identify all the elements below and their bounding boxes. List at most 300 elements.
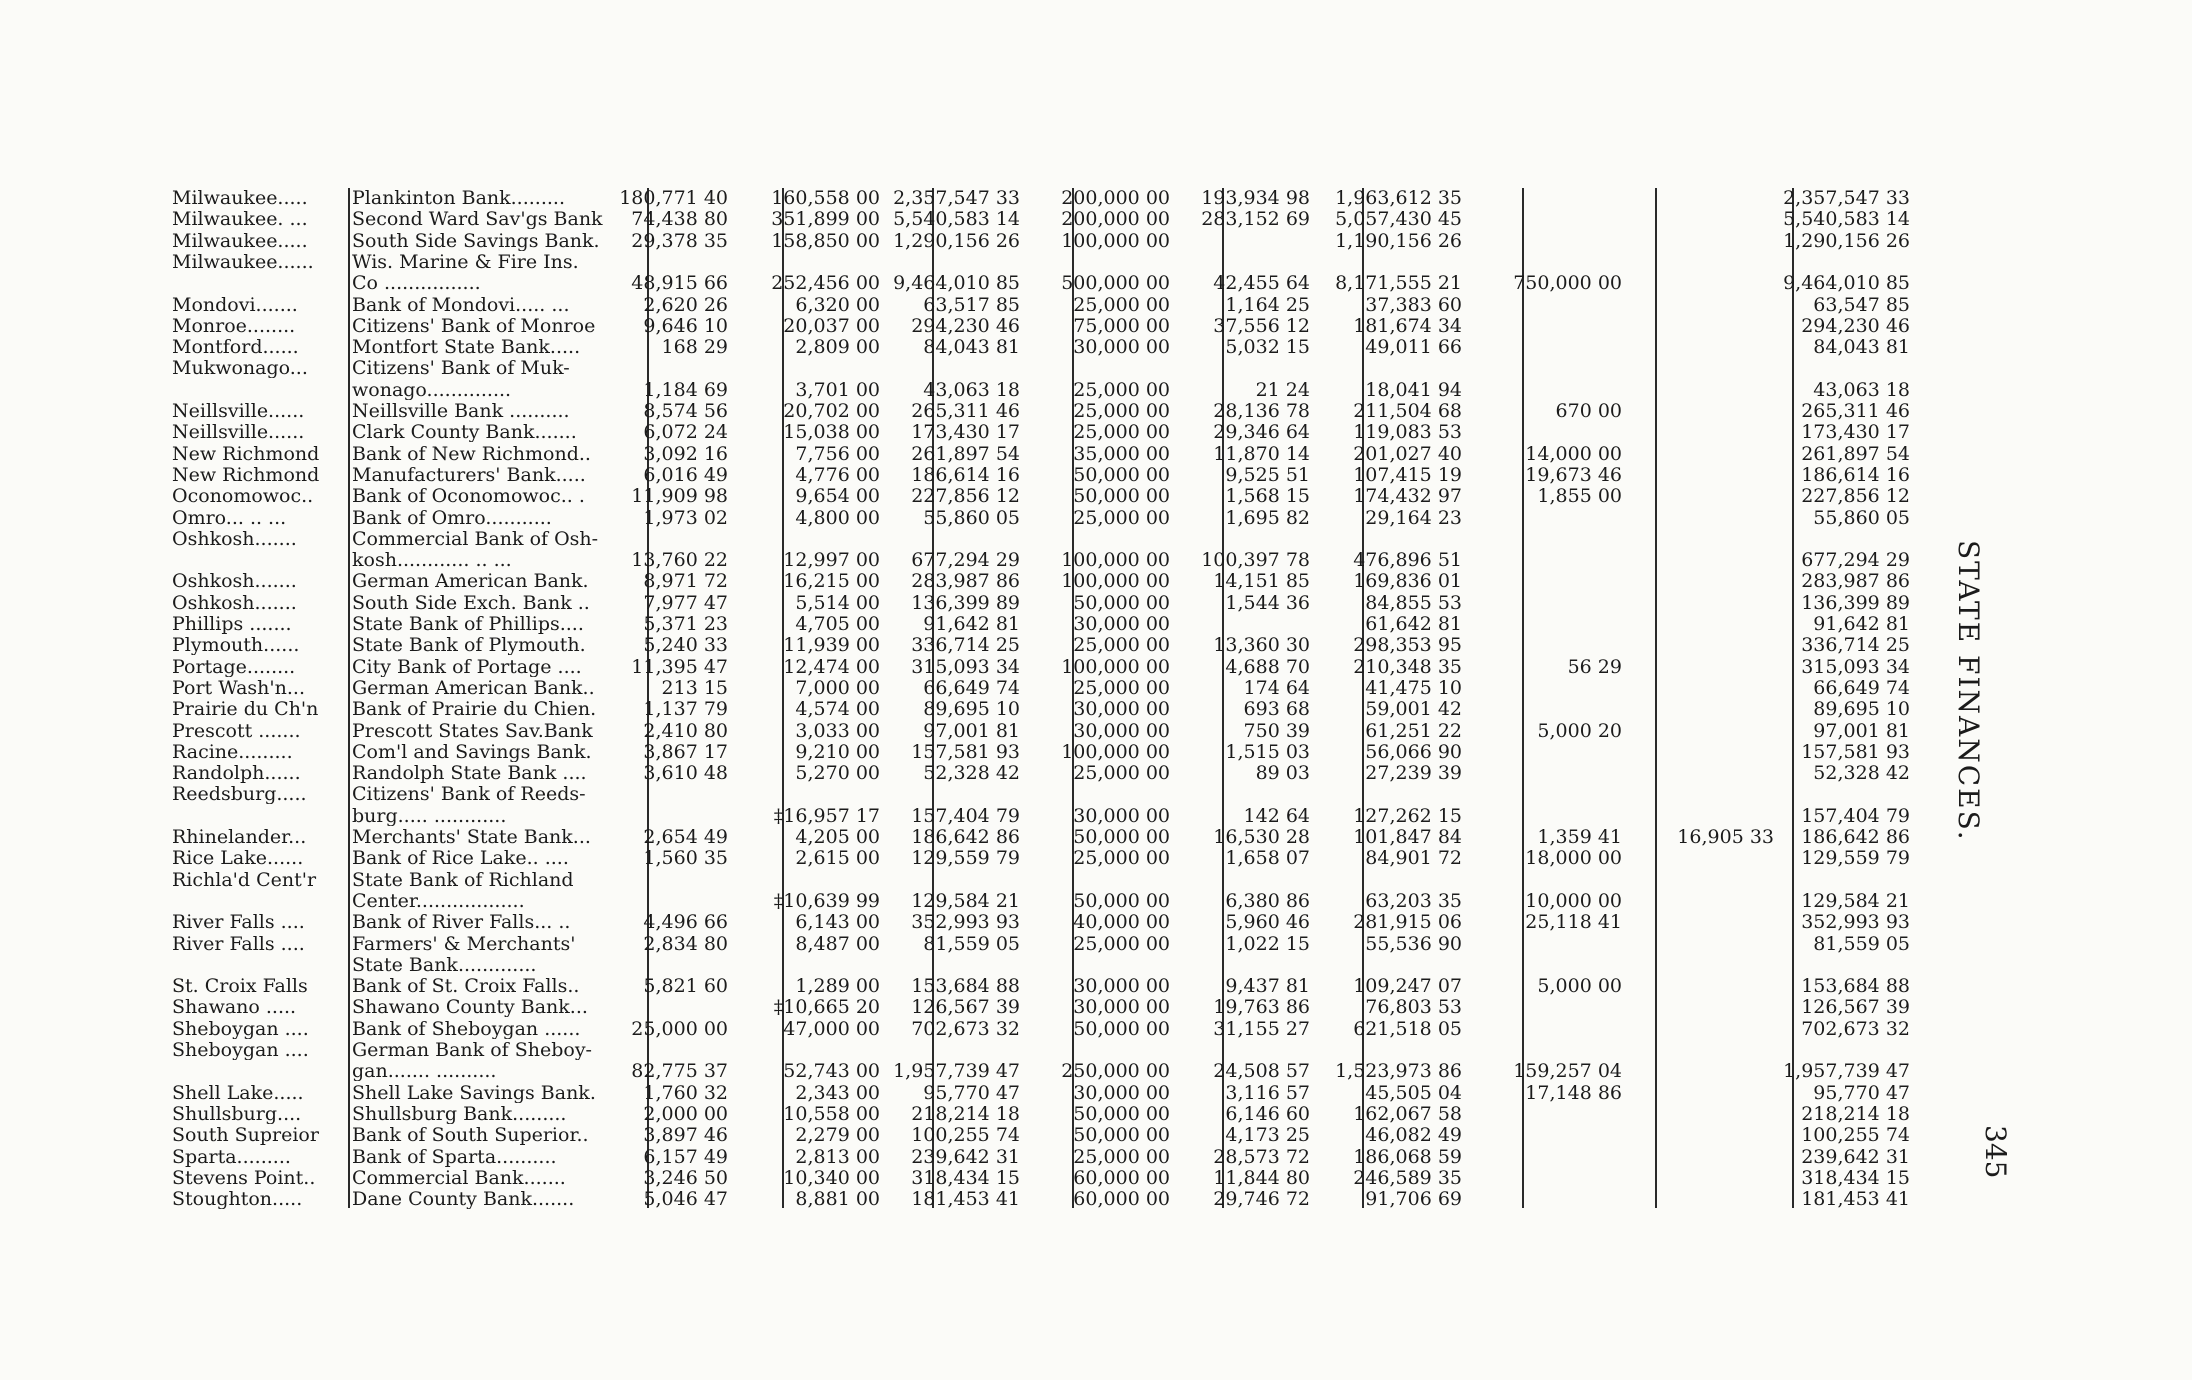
total-cell: 261,897 54 — [1801, 443, 1910, 464]
amount-cell: 500,000 00 — [1061, 273, 1170, 294]
place-name: Shell Lake..... — [172, 1082, 304, 1103]
place-name: Prescott ....... — [172, 720, 301, 741]
amount-cell: 100,397 78 — [1201, 550, 1310, 571]
amount-cell: 2,834 80 — [643, 933, 728, 954]
bank-name: Citizens' Bank of Monroe — [352, 315, 596, 336]
amount-cell: 25,000 00 — [1073, 635, 1170, 656]
amount-cell: 29,378 35 — [631, 230, 728, 251]
bank-name: Commercial Bank....... — [352, 1167, 566, 1188]
amount-cell: 55,860 05 — [923, 507, 1020, 528]
bank-name: State Bank of Plymouth. — [352, 635, 586, 656]
amount-cell: 25,118 41 — [1525, 912, 1622, 933]
total-cell: 157,404 79 — [1801, 805, 1910, 826]
place-name: Neillsville...... — [172, 401, 305, 421]
place-name: Oshkosh....... — [172, 571, 297, 592]
amount-cell: 186,614 16 — [911, 464, 1020, 485]
table-row — [170, 1083, 1910, 1103]
bank-name: Bank of Prairie du Chien. — [352, 699, 597, 720]
table-row — [170, 1125, 1910, 1145]
amount-cell: 693 68 — [1243, 699, 1310, 720]
amount-cell: 100,255 74 — [911, 1125, 1020, 1146]
table-row — [170, 806, 1910, 826]
amount-cell: 50,000 00 — [1073, 464, 1170, 485]
amount-cell: 3,867 17 — [643, 741, 728, 762]
bank-name: Randolph State Bank .... — [352, 763, 587, 784]
amount-cell: 18,041 94 — [1365, 379, 1462, 400]
amount-cell: 59,001 42 — [1365, 699, 1462, 720]
amount-cell: 5,371 23 — [643, 614, 728, 634]
bank-name: Com'l and Savings Bank. — [352, 741, 592, 762]
amount-cell: 201,027 40 — [1353, 443, 1462, 464]
bank-name: Bank of Mondovi..... ... — [352, 294, 570, 315]
place-name: Stevens Point.. — [172, 1167, 316, 1188]
place-name: Rhinelander... — [172, 827, 307, 847]
table-row — [170, 316, 1910, 336]
amount-cell: 4,205 00 — [795, 827, 880, 847]
place-name: New Richmond — [172, 464, 320, 485]
amount-cell: 18,000 00 — [1525, 848, 1622, 869]
amount-cell: 8,881 00 — [795, 1189, 880, 1210]
bank-name: Bank of Sheboygan ...... — [352, 1018, 581, 1039]
amount-cell: 100,000 00 — [1061, 571, 1170, 592]
table-row — [170, 1168, 1910, 1188]
place-name: South Supreior — [172, 1125, 319, 1146]
amount-cell: 100,000 00 — [1061, 230, 1170, 251]
bank-name: kosh............ .. ... — [352, 550, 512, 571]
amount-cell: 142 64 — [1243, 805, 1310, 826]
amount-cell: 100,000 00 — [1061, 656, 1170, 677]
amount-cell: 47,000 00 — [783, 1018, 880, 1039]
amount-cell: 63,517 85 — [923, 294, 1020, 315]
total-cell: 136,399 89 — [1801, 592, 1910, 613]
bank-name: wonago.............. — [352, 379, 512, 400]
place-name: Sparta......... — [172, 1146, 291, 1167]
table-row — [170, 465, 1910, 485]
amount-cell: 702,673 32 — [911, 1018, 1020, 1039]
amount-cell: 351,899 00 — [771, 209, 880, 230]
amount-cell: 158,850 00 — [771, 230, 880, 251]
amount-cell: 91,642 81 — [923, 614, 1020, 634]
amount-cell: 4,496 66 — [643, 912, 728, 933]
place-name: Mukwonago... — [172, 358, 308, 379]
place-name: Mondovi....... — [172, 294, 298, 315]
amount-cell: 4,574 00 — [795, 699, 880, 720]
amount-cell: 129,584 21 — [911, 890, 1020, 911]
total-cell: 5,540,583 14 — [1783, 209, 1910, 230]
amount-cell: 74,438 80 — [631, 209, 728, 230]
total-cell: 186,614 16 — [1801, 464, 1910, 485]
place-name: Phillips ....... — [172, 614, 292, 634]
total-cell: 186,642 86 — [1801, 827, 1910, 847]
amount-cell: 6,016 49 — [643, 464, 728, 485]
total-cell: 181,453 41 — [1801, 1189, 1910, 1210]
place-name: Prairie du Ch'n — [172, 699, 319, 720]
place-name: Portage........ — [172, 656, 296, 677]
amount-cell: 66,649 74 — [923, 677, 1020, 698]
amount-cell: 25,000 00 — [1073, 379, 1170, 400]
amount-cell: 153,684 88 — [911, 976, 1020, 997]
amount-cell: 11,909 98 — [631, 486, 728, 507]
amount-cell: 28,136 78 — [1213, 401, 1310, 421]
total-cell: 283,987 86 — [1801, 571, 1910, 592]
amount-cell: 169,836 01 — [1353, 571, 1462, 592]
place-name: St. Croix Falls — [172, 976, 308, 997]
amount-cell: 50,000 00 — [1073, 592, 1170, 613]
place-name: Rice Lake...... — [172, 848, 304, 869]
amount-cell: 50,000 00 — [1073, 1018, 1170, 1039]
bank-name: Manufacturers' Bank..... — [352, 464, 586, 485]
amount-cell: 160,558 00 — [771, 188, 880, 208]
amount-cell: 12,474 00 — [783, 656, 880, 677]
amount-cell: 81,559 05 — [923, 933, 1020, 954]
amount-cell: 11,844 80 — [1213, 1167, 1310, 1188]
amount-cell: 61,642 81 — [1365, 614, 1462, 634]
amount-cell: 1,164 25 — [1225, 294, 1310, 315]
total-cell: 218,214 18 — [1801, 1103, 1910, 1124]
amount-cell: 29,346 64 — [1213, 422, 1310, 443]
bank-name: City Bank of Portage .... — [352, 656, 582, 677]
amount-cell: 2,809 00 — [795, 337, 880, 358]
table-row — [170, 1019, 1910, 1039]
total-cell: 84,043 81 — [1813, 337, 1910, 358]
amount-cell: 298,353 95 — [1353, 635, 1462, 656]
amount-cell: 5,240 33 — [643, 635, 728, 656]
amount-cell: 10,000 00 — [1525, 890, 1622, 911]
amount-cell: 3,246 50 — [643, 1167, 728, 1188]
amount-cell: ‡10,665 20 — [773, 997, 880, 1018]
bank-name: Prescott States Sav.Bank — [352, 720, 593, 741]
amount-cell: ‡16,957 17 — [773, 805, 880, 826]
amount-cell: 25,000 00 — [1073, 1146, 1170, 1167]
total-cell: 97,001 81 — [1813, 720, 1910, 741]
amount-cell: 2,615 00 — [795, 848, 880, 869]
amount-cell: 213 15 — [661, 677, 728, 698]
amount-cell: 5,821 60 — [643, 976, 728, 997]
amount-cell: 30,000 00 — [1073, 1082, 1170, 1103]
amount-cell: 3,701 00 — [795, 379, 880, 400]
amount-cell: 45,505 04 — [1365, 1082, 1462, 1103]
amount-cell: 5,514 00 — [795, 592, 880, 613]
amount-cell: 84,043 81 — [923, 337, 1020, 358]
page-number: 345 — [1979, 1125, 2012, 1179]
table-row — [170, 827, 1910, 847]
amount-cell: 25,000 00 — [1073, 848, 1170, 869]
place-name: Neillsville...... — [172, 422, 305, 443]
amount-cell: 6,320 00 — [795, 294, 880, 315]
place-name: Shullsburg.... — [172, 1103, 302, 1124]
amount-cell: 42,455 64 — [1213, 273, 1310, 294]
bank-name: Bank of New Richmond.. — [352, 443, 591, 464]
amount-cell: 16,530 28 — [1213, 827, 1310, 847]
amount-cell: 5,057,430 45 — [1335, 209, 1462, 230]
amount-cell: 1,963,612 35 — [1335, 188, 1462, 208]
amount-cell: 670 00 — [1555, 401, 1622, 421]
amount-cell: 4,173 25 — [1225, 1125, 1310, 1146]
amount-cell: 41,475 10 — [1365, 677, 1462, 698]
amount-cell: 19,763 86 — [1213, 997, 1310, 1018]
bank-name: German Bank of Sheboy- — [352, 1040, 592, 1060]
amount-cell: 27,239 39 — [1365, 763, 1462, 784]
amount-cell: 56,066 90 — [1365, 741, 1462, 762]
amount-cell: 227,856 12 — [911, 486, 1020, 507]
amount-cell: 30,000 00 — [1073, 720, 1170, 741]
table-row — [170, 976, 1910, 996]
amount-cell: 1,695 82 — [1225, 507, 1310, 528]
amount-cell: 2,000 00 — [643, 1103, 728, 1124]
bank-name: German American Bank.. — [352, 677, 595, 698]
bank-name: Commercial Bank of Osh- — [352, 528, 599, 549]
total-cell: 95,770 47 — [1813, 1082, 1910, 1103]
table-row — [170, 529, 1910, 549]
amount-cell: 3,116 57 — [1225, 1082, 1310, 1103]
amount-cell: 48,915 66 — [631, 273, 728, 294]
amount-cell: 10,340 00 — [783, 1167, 880, 1188]
amount-cell: 1,658 07 — [1225, 848, 1310, 869]
table-row — [170, 870, 1910, 890]
amount-cell: 8,574 56 — [643, 401, 728, 421]
table-row — [170, 934, 1910, 954]
bank-name: Bank of River Falls... .. — [352, 912, 571, 933]
bank-name: Plankinton Bank......... — [352, 188, 565, 208]
amount-cell: 35,000 00 — [1073, 443, 1170, 464]
amount-cell: 318,434 15 — [911, 1167, 1020, 1188]
amount-cell: 7,977 47 — [643, 592, 728, 613]
amount-cell: 181,453 41 — [911, 1189, 1020, 1210]
total-cell: 352,993 93 — [1801, 912, 1910, 933]
total-cell: 81,559 05 — [1813, 933, 1910, 954]
amount-cell: 107,415 19 — [1353, 464, 1462, 485]
amount-cell: 20,037 00 — [783, 315, 880, 336]
bank-name: South Side Exch. Bank .. — [352, 592, 590, 613]
place-name: Oshkosh....... — [172, 592, 297, 613]
amount-cell: 2,343 00 — [795, 1082, 880, 1103]
amount-cell: 9,210 00 — [795, 741, 880, 762]
amount-cell: 13,760 22 — [631, 550, 728, 571]
amount-cell: 12,997 00 — [783, 550, 880, 571]
place-name: Omro... .. ... — [172, 507, 287, 528]
amount-cell: 1,973 02 — [643, 507, 728, 528]
amount-cell: 16,215 00 — [783, 571, 880, 592]
table-row — [170, 1147, 1910, 1167]
amount-cell: 283,987 86 — [911, 571, 1020, 592]
amount-cell: 4,776 00 — [795, 464, 880, 485]
amount-cell: 76,803 53 — [1365, 997, 1462, 1018]
amount-cell: 28,573 72 — [1213, 1146, 1310, 1167]
running-head: STATE FINANCES. — [1952, 540, 1985, 842]
amount-cell: 25,000 00 — [1073, 763, 1170, 784]
amount-cell: 252,456 00 — [771, 273, 880, 294]
table-row — [170, 784, 1910, 804]
table-row — [170, 422, 1910, 442]
amount-cell: 50,000 00 — [1073, 1103, 1170, 1124]
total-cell: 227,856 12 — [1801, 486, 1910, 507]
amount-cell: 101,847 84 — [1353, 827, 1462, 847]
amount-cell: 6,143 00 — [795, 912, 880, 933]
total-cell: 315,093 34 — [1801, 656, 1910, 677]
table-row — [170, 742, 1910, 762]
amount-cell: 16,905 33 — [1677, 827, 1774, 847]
total-cell: 677,294 29 — [1801, 550, 1910, 571]
amount-cell: 11,870 14 — [1213, 443, 1310, 464]
amount-cell: 6,157 49 — [643, 1146, 728, 1167]
place-name: Racine......... — [172, 741, 293, 762]
amount-cell: 3,092 16 — [643, 443, 728, 464]
amount-cell: 7,000 00 — [795, 677, 880, 698]
bank-name: Wis. Marine & Fire Ins. — [352, 251, 579, 272]
table-row — [170, 912, 1910, 932]
amount-cell: ‡10,639 99 — [773, 890, 880, 911]
amount-cell: 15,038 00 — [783, 422, 880, 443]
bank-name: Bank of Rice Lake.. .... — [352, 848, 569, 869]
table-row — [170, 635, 1910, 655]
amount-cell: 50,000 00 — [1073, 1125, 1170, 1146]
amount-cell: 281,915 06 — [1353, 912, 1462, 933]
amount-cell: 60,000 00 — [1073, 1189, 1170, 1210]
amount-cell: 5,046 47 — [643, 1189, 728, 1210]
bank-name: Bank of Sparta.......... — [352, 1146, 557, 1167]
bank-name: Shullsburg Bank......... — [352, 1103, 567, 1124]
bank-name: gan....... .......... — [352, 1061, 497, 1082]
bank-name: Merchants' State Bank... — [352, 827, 591, 847]
table-row — [170, 657, 1910, 677]
table-row — [170, 337, 1910, 357]
total-cell: 55,860 05 — [1813, 507, 1910, 528]
amount-cell: 5,000 20 — [1537, 720, 1622, 741]
amount-cell: 1,855 00 — [1537, 486, 1622, 507]
bank-name: Bank of St. Croix Falls.. — [352, 976, 580, 997]
total-cell: 157,581 93 — [1801, 741, 1910, 762]
amount-cell: 2,357,547 33 — [893, 188, 1020, 208]
table-row — [170, 891, 1910, 911]
total-cell: 1,957,739 47 — [1783, 1061, 1910, 1082]
amount-cell: 3,033 00 — [795, 720, 880, 741]
amount-cell: 157,581 93 — [911, 741, 1020, 762]
amount-cell: 50,000 00 — [1073, 827, 1170, 847]
total-cell: 2,357,547 33 — [1783, 188, 1910, 208]
total-cell: 1,290,156 26 — [1783, 230, 1910, 251]
amount-cell: 129,559 79 — [911, 848, 1020, 869]
amount-cell: 30,000 00 — [1073, 699, 1170, 720]
amount-cell: 19,673 46 — [1525, 464, 1622, 485]
amount-cell: 30,000 00 — [1073, 997, 1170, 1018]
bank-name: State Bank of Phillips.... — [352, 614, 584, 634]
amount-cell: 1,190,156 26 — [1335, 230, 1462, 251]
amount-cell: 8,971 72 — [643, 571, 728, 592]
bank-name: Dane County Bank....... — [352, 1189, 575, 1210]
amount-cell: 56 29 — [1567, 656, 1622, 677]
amount-cell: 84,855 53 — [1365, 592, 1462, 613]
amount-cell: 5,000 00 — [1537, 976, 1622, 997]
bank-name: Bank of Oconomowoc.. . — [352, 486, 585, 507]
amount-cell: 11,395 47 — [631, 656, 728, 677]
amount-cell: 100,000 00 — [1061, 741, 1170, 762]
amount-cell: 95,770 47 — [923, 1082, 1020, 1103]
table-row — [170, 678, 1910, 698]
amount-cell: 2,620 26 — [643, 294, 728, 315]
amount-cell: 200,000 00 — [1061, 188, 1170, 208]
amount-cell: 1,289 00 — [795, 976, 880, 997]
place-name: Port Wash'n... — [172, 677, 305, 698]
place-name: River Falls .... — [172, 912, 305, 933]
amount-cell: 25,000 00 — [1073, 422, 1170, 443]
amount-cell: 174 64 — [1243, 677, 1310, 698]
table-row — [170, 273, 1910, 293]
amount-cell: 25,000 00 — [1073, 507, 1170, 528]
amount-cell: 14,000 00 — [1525, 443, 1622, 464]
amount-cell: 750 39 — [1243, 720, 1310, 741]
amount-cell: 8,171,555 21 — [1335, 273, 1462, 294]
amount-cell: 265,311 46 — [911, 401, 1020, 421]
table-row — [170, 444, 1910, 464]
place-name: Stoughton..... — [172, 1189, 303, 1210]
amount-cell: 30,000 00 — [1073, 805, 1170, 826]
amount-cell: 4,688 70 — [1225, 656, 1310, 677]
amount-cell: 8,487 00 — [795, 933, 880, 954]
table-row — [170, 1061, 1910, 1081]
bank-name: Second Ward Sav'gs Bank — [352, 209, 603, 230]
amount-cell: 5,032 15 — [1225, 337, 1310, 358]
place-name: Shawano ..... — [172, 997, 297, 1018]
bank-name: Citizens' Bank of Reeds- — [352, 784, 586, 805]
place-name: Montford...... — [172, 337, 299, 358]
amount-cell: 30,000 00 — [1073, 337, 1170, 358]
amount-cell: 294,230 46 — [911, 315, 1020, 336]
amount-cell: 91,706 69 — [1365, 1189, 1462, 1210]
bank-ledger-table — [170, 188, 1910, 1208]
amount-cell: 168 29 — [661, 337, 728, 358]
table-row — [170, 508, 1910, 528]
place-name: Randolph...... — [172, 763, 301, 784]
table-row — [170, 401, 1910, 421]
amount-cell: 2,813 00 — [795, 1146, 880, 1167]
bank-name: Clark County Bank....... — [352, 422, 577, 443]
amount-cell: 159,257 04 — [1513, 1061, 1622, 1082]
amount-cell: 29,164 23 — [1365, 507, 1462, 528]
total-cell: 294,230 46 — [1801, 315, 1910, 336]
amount-cell: 283,152 69 — [1201, 209, 1310, 230]
amount-cell: 97,001 81 — [923, 720, 1020, 741]
bank-name: Bank of Omro........... — [352, 507, 552, 528]
total-cell: 91,642 81 — [1813, 614, 1910, 634]
place-name: Reedsburg..... — [172, 784, 307, 805]
amount-cell: 89 03 — [1255, 763, 1310, 784]
table-row — [170, 209, 1910, 229]
total-cell: 66,649 74 — [1813, 677, 1910, 698]
amount-cell: 3,897 46 — [643, 1125, 728, 1146]
amount-cell: 2,654 49 — [643, 827, 728, 847]
amount-cell: 210,348 35 — [1353, 656, 1462, 677]
amount-cell: 49,011 66 — [1365, 337, 1462, 358]
table-row — [170, 486, 1910, 506]
bank-name: Bank of South Superior.. — [352, 1125, 589, 1146]
amount-cell: 43,063 18 — [923, 379, 1020, 400]
amount-cell: 55,536 90 — [1365, 933, 1462, 954]
amount-cell: 174,432 97 — [1353, 486, 1462, 507]
place-name: Oconomowoc.. — [172, 486, 314, 507]
amount-cell: 84,901 72 — [1365, 848, 1462, 869]
table-row — [170, 295, 1910, 315]
total-cell: 702,673 32 — [1801, 1018, 1910, 1039]
place-name: Plymouth...... — [172, 635, 300, 656]
amount-cell: 21 24 — [1255, 379, 1310, 400]
amount-cell: 750,000 00 — [1513, 273, 1622, 294]
bank-name: Neillsville Bank .......... — [352, 401, 570, 421]
amount-cell: 1,560 35 — [643, 848, 728, 869]
amount-cell: 13,360 30 — [1213, 635, 1310, 656]
amount-cell: 2,279 00 — [795, 1125, 880, 1146]
amount-cell: 20,702 00 — [783, 401, 880, 421]
amount-cell: 52,743 00 — [783, 1061, 880, 1082]
